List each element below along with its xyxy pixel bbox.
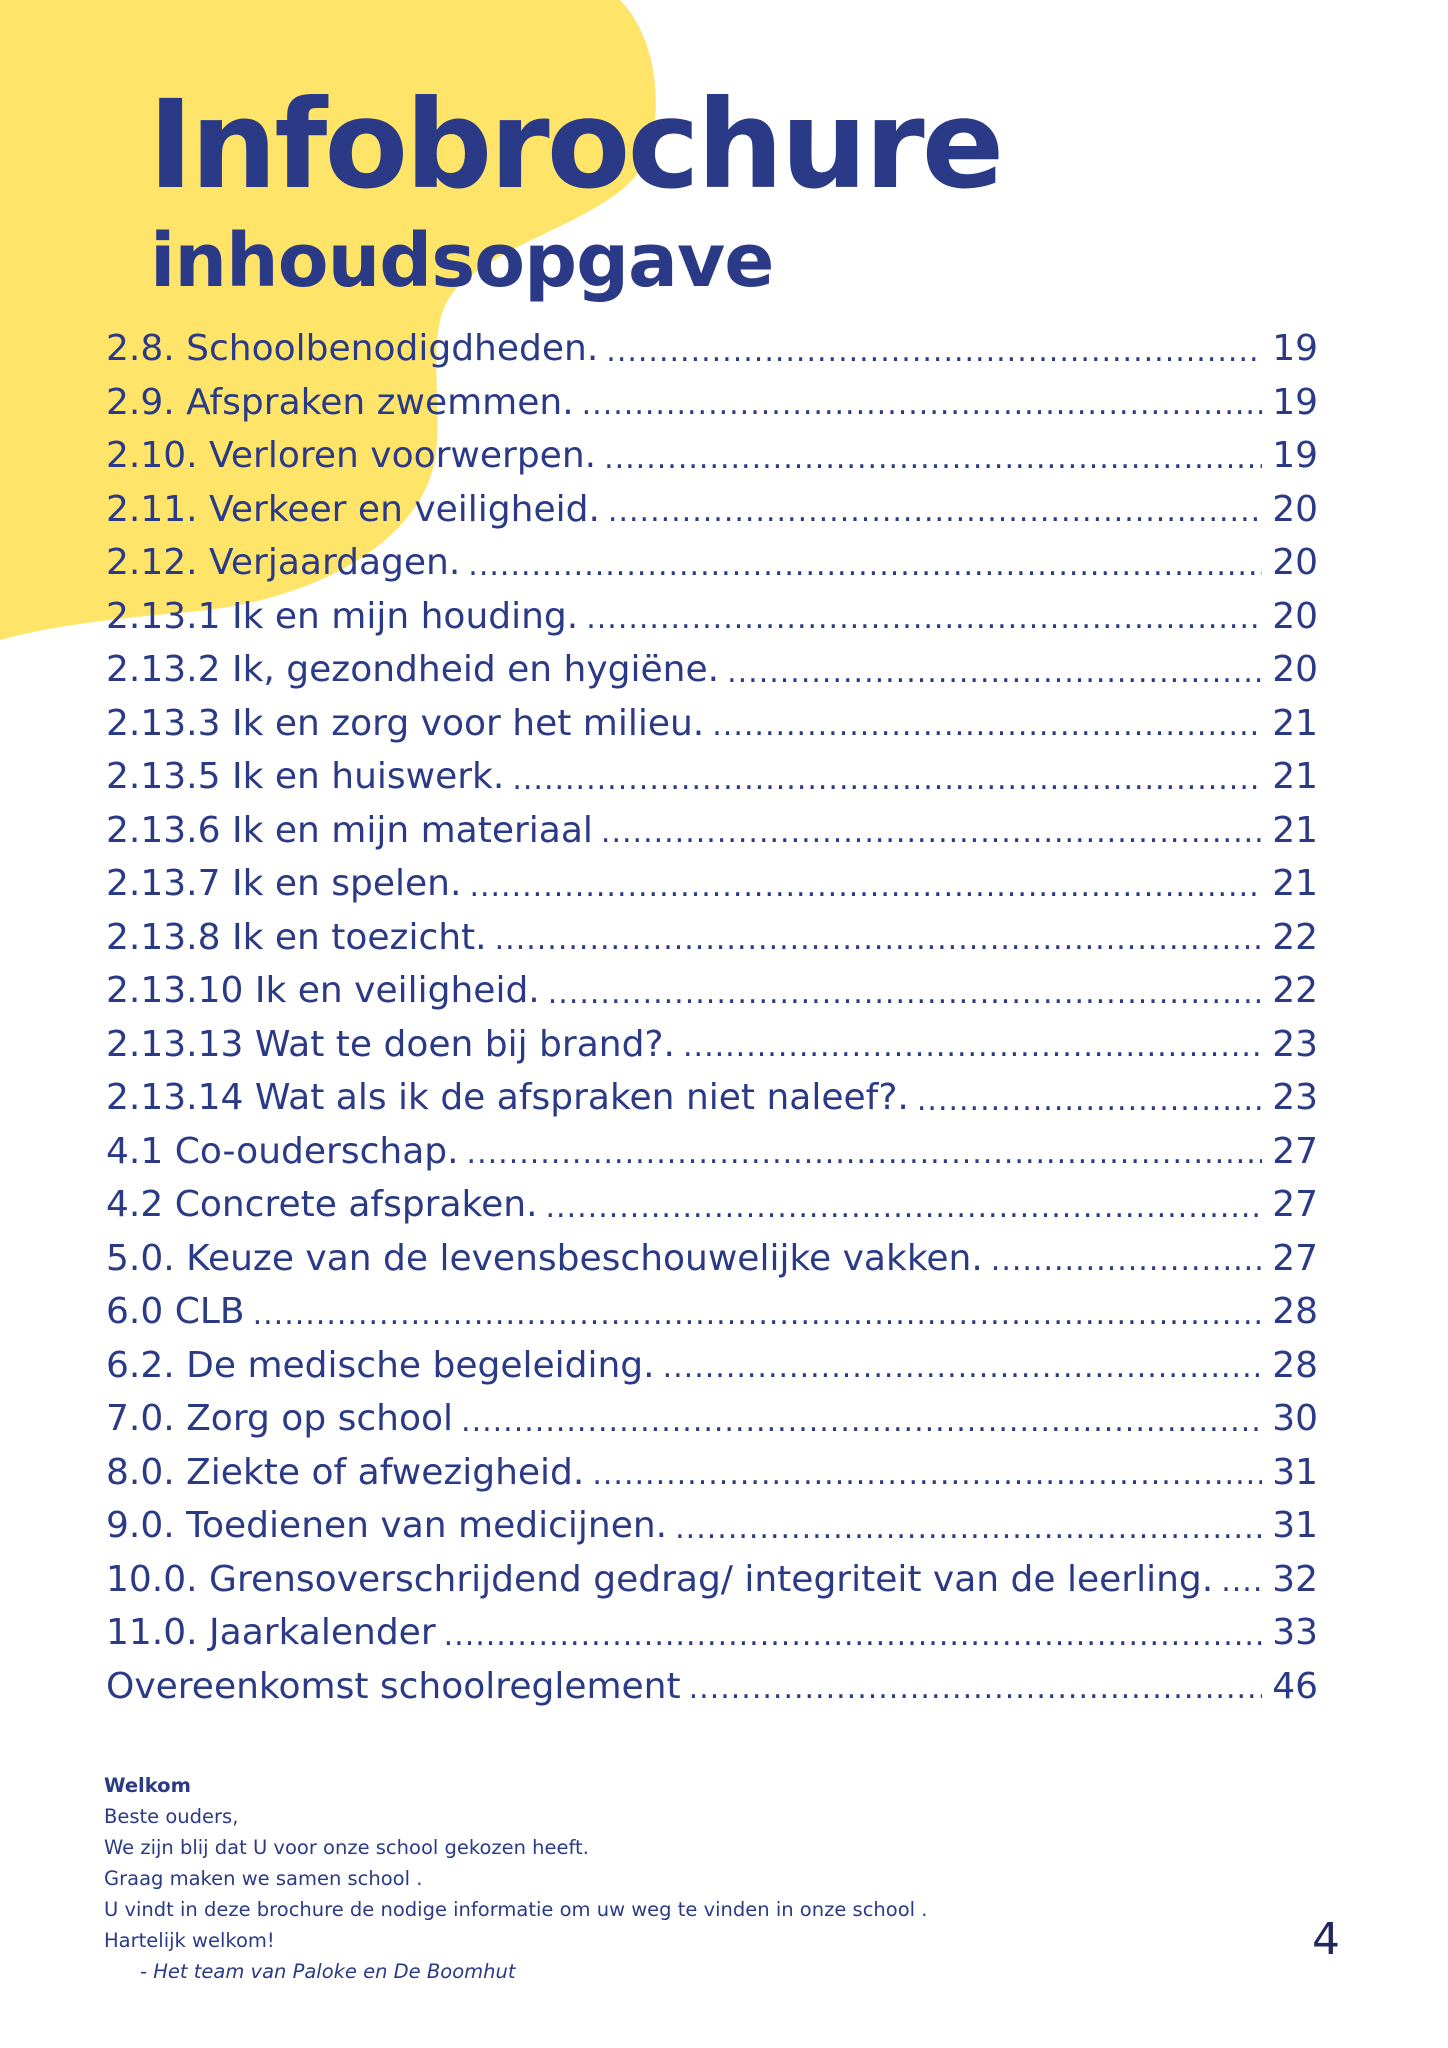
toc-entry[interactable] <box>106 1339 1318 1393</box>
toc-entry-page: 32 <box>1272 1558 1318 1600</box>
toc-entry-page: 27 <box>1272 1184 1318 1226</box>
toc-leader-dots <box>512 755 1262 799</box>
toc-entry-title: 2.13.13 Wat te doen bij brand?. <box>106 1023 675 1065</box>
toc-entry-title: 4.2 Concrete afspraken. <box>106 1184 538 1226</box>
toc-leader-dots <box>444 1611 1262 1655</box>
toc-entry-page: 28 <box>1272 1344 1318 1386</box>
welcome-section <box>104 1770 1204 1987</box>
toc-leader-dots <box>546 1183 1262 1227</box>
toc-leader-dots <box>604 434 1262 478</box>
welcome-line: Graag maken we samen school . <box>104 1867 423 1890</box>
toc-leader-dots <box>253 1290 1262 1334</box>
toc-entry[interactable] <box>106 857 1318 911</box>
toc-leader-dots <box>689 1664 1262 1708</box>
toc-leader-dots <box>468 541 1262 585</box>
toc-leader-dots <box>469 862 1262 906</box>
toc-entry[interactable] <box>106 964 1318 1018</box>
toc-entry-title: 2.10. Verloren voorwerpen. <box>106 435 597 477</box>
toc-entry-title: 2.8. Schoolbenodigdheden. <box>106 328 599 370</box>
toc-entry-page: 19 <box>1272 435 1318 477</box>
welcome-line: We zijn blij dat U voor onze school gekozen heeft. <box>104 1836 589 1859</box>
toc-entry-page: 19 <box>1272 328 1318 370</box>
page-subtitle: inhoudsopgave <box>150 218 774 304</box>
welcome-signature: - Het team van Paloke en De Boomhut <box>140 1960 516 1983</box>
toc-entry-page: 33 <box>1272 1612 1318 1654</box>
toc-entry[interactable] <box>106 590 1318 644</box>
toc-leader-dots <box>592 1450 1262 1494</box>
toc-entry-page: 19 <box>1272 381 1318 423</box>
toc-entry-title: 2.12. Verjaardagen. <box>106 542 461 584</box>
welcome-line: U vindt in deze brochure de nodige informatie om uw weg te vinden in onze school . <box>104 1898 928 1921</box>
toc-leader-dots <box>582 380 1262 424</box>
toc-entry[interactable] <box>106 322 1318 376</box>
toc-leader-dots <box>917 1076 1262 1120</box>
toc-entry[interactable] <box>106 1178 1318 1232</box>
toc-entry-title: 8.0. Ziekte of afwezigheid. <box>106 1451 585 1493</box>
toc-entry-page: 21 <box>1272 756 1318 798</box>
toc-entry[interactable] <box>106 429 1318 483</box>
toc-entry[interactable] <box>106 1392 1318 1446</box>
toc-entry-page: 27 <box>1272 1237 1318 1279</box>
toc-entry-page: 30 <box>1272 1398 1318 1440</box>
toc-entry-page: 21 <box>1272 809 1318 851</box>
table-of-contents <box>106 322 1318 1713</box>
toc-entry[interactable] <box>106 1499 1318 1553</box>
toc-entry-title: 2.11. Verkeer en veiligheid. <box>106 488 600 530</box>
toc-entry[interactable] <box>106 697 1318 751</box>
toc-leader-dots <box>467 1129 1262 1173</box>
toc-entry-title: 2.13.1 Ik en mijn houding. <box>106 595 579 637</box>
toc-entry-page: 21 <box>1272 863 1318 905</box>
toc-leader-dots <box>675 1504 1262 1548</box>
toc-entry[interactable] <box>106 1553 1318 1607</box>
toc-leader-dots <box>586 594 1262 638</box>
toc-entry[interactable] <box>106 376 1318 430</box>
toc-leader-dots <box>683 1022 1262 1066</box>
toc-leader-dots <box>495 915 1262 959</box>
toc-leader-dots <box>601 808 1262 852</box>
toc-entry[interactable] <box>106 1125 1318 1179</box>
toc-entry-page: 46 <box>1272 1665 1318 1707</box>
toc-entry[interactable] <box>106 1018 1318 1072</box>
welcome-heading: Welkom <box>104 1774 191 1797</box>
toc-entry-page: 20 <box>1272 542 1318 584</box>
welcome-line: Hartelijk welkom! <box>104 1929 275 1952</box>
toc-entry-page: 31 <box>1272 1451 1318 1493</box>
toc-leader-dots <box>461 1397 1262 1441</box>
toc-leader-dots <box>663 1343 1262 1387</box>
toc-entry-page: 28 <box>1272 1291 1318 1333</box>
toc-leader-dots <box>608 487 1262 531</box>
toc-leader-dots <box>1221 1557 1262 1601</box>
toc-entry-page: 20 <box>1272 488 1318 530</box>
toc-entry[interactable] <box>106 1606 1318 1660</box>
toc-entry-title: 2.13.5 Ik en huiswerk. <box>106 756 505 798</box>
toc-entry-title: 2.13.6 Ik en mijn materiaal <box>106 809 593 851</box>
toc-leader-dots <box>606 327 1262 371</box>
toc-entry-title: 2.13.2 Ik, gezondheid en hygiëne. <box>106 649 720 691</box>
toc-entry-title: 9.0. Toedienen van medicijnen. <box>106 1505 668 1547</box>
toc-entry-title: 4.1 Co-ouderschap. <box>106 1130 459 1172</box>
toc-entry-page: 22 <box>1272 970 1318 1012</box>
toc-entry-title: 6.0 CLB <box>106 1291 245 1333</box>
toc-entry-title: 2.13.8 Ik en toezicht. <box>106 916 487 958</box>
toc-entry[interactable] <box>106 1285 1318 1339</box>
toc-entry-title: Overeenkomst schoolreglement <box>106 1665 681 1707</box>
toc-entry-page: 23 <box>1272 1023 1318 1065</box>
toc-entry[interactable] <box>106 911 1318 965</box>
toc-entry[interactable] <box>106 1232 1318 1286</box>
toc-entry-title: 2.13.14 Wat als ik de afspraken niet naleef?. <box>106 1077 909 1119</box>
toc-entry-page: 22 <box>1272 916 1318 958</box>
toc-entry-title: 2.13.3 Ik en zorg voor het milieu. <box>106 702 705 744</box>
toc-leader-dots <box>548 969 1262 1013</box>
page-number: 4 <box>1312 1914 1340 1965</box>
toc-entry-page: 20 <box>1272 595 1318 637</box>
toc-entry-title: 5.0. Keuze van de levensbeschouwelijke vakken. <box>106 1237 983 1279</box>
toc-entry-page: 27 <box>1272 1130 1318 1172</box>
toc-entry[interactable] <box>106 750 1318 804</box>
toc-entry-title: 2.13.10 Ik en veiligheid. <box>106 970 540 1012</box>
toc-entry-title: 2.13.7 Ik en spelen. <box>106 863 462 905</box>
toc-entry[interactable] <box>106 536 1318 590</box>
toc-entry-page: 21 <box>1272 702 1318 744</box>
toc-entry[interactable] <box>106 483 1318 537</box>
toc-entry-title: 7.0. Zorg op school <box>106 1398 454 1440</box>
toc-entry-title: 11.0. Jaarkalender <box>106 1612 436 1654</box>
toc-entry-title: 6.2. De medische begeleiding. <box>106 1344 655 1386</box>
toc-leader-dots <box>991 1236 1262 1280</box>
toc-entry-page: 23 <box>1272 1077 1318 1119</box>
toc-entry[interactable] <box>106 804 1318 858</box>
toc-entry-title: 2.9. Afspraken zwemmen. <box>106 381 574 423</box>
toc-entry[interactable] <box>106 643 1318 697</box>
toc-entry[interactable] <box>106 1660 1318 1714</box>
toc-entry-page: 31 <box>1272 1505 1318 1547</box>
toc-entry[interactable] <box>106 1071 1318 1125</box>
toc-leader-dots <box>727 648 1262 692</box>
toc-leader-dots <box>712 701 1262 745</box>
welcome-line: Beste ouders, <box>104 1805 239 1828</box>
toc-entry[interactable] <box>106 1446 1318 1500</box>
toc-entry-page: 20 <box>1272 649 1318 691</box>
toc-entry-title: 10.0. Grensoverschrijdend gedrag/ integriteit van de leerling. <box>106 1558 1214 1600</box>
page-title: Infobrochure <box>148 74 1002 216</box>
